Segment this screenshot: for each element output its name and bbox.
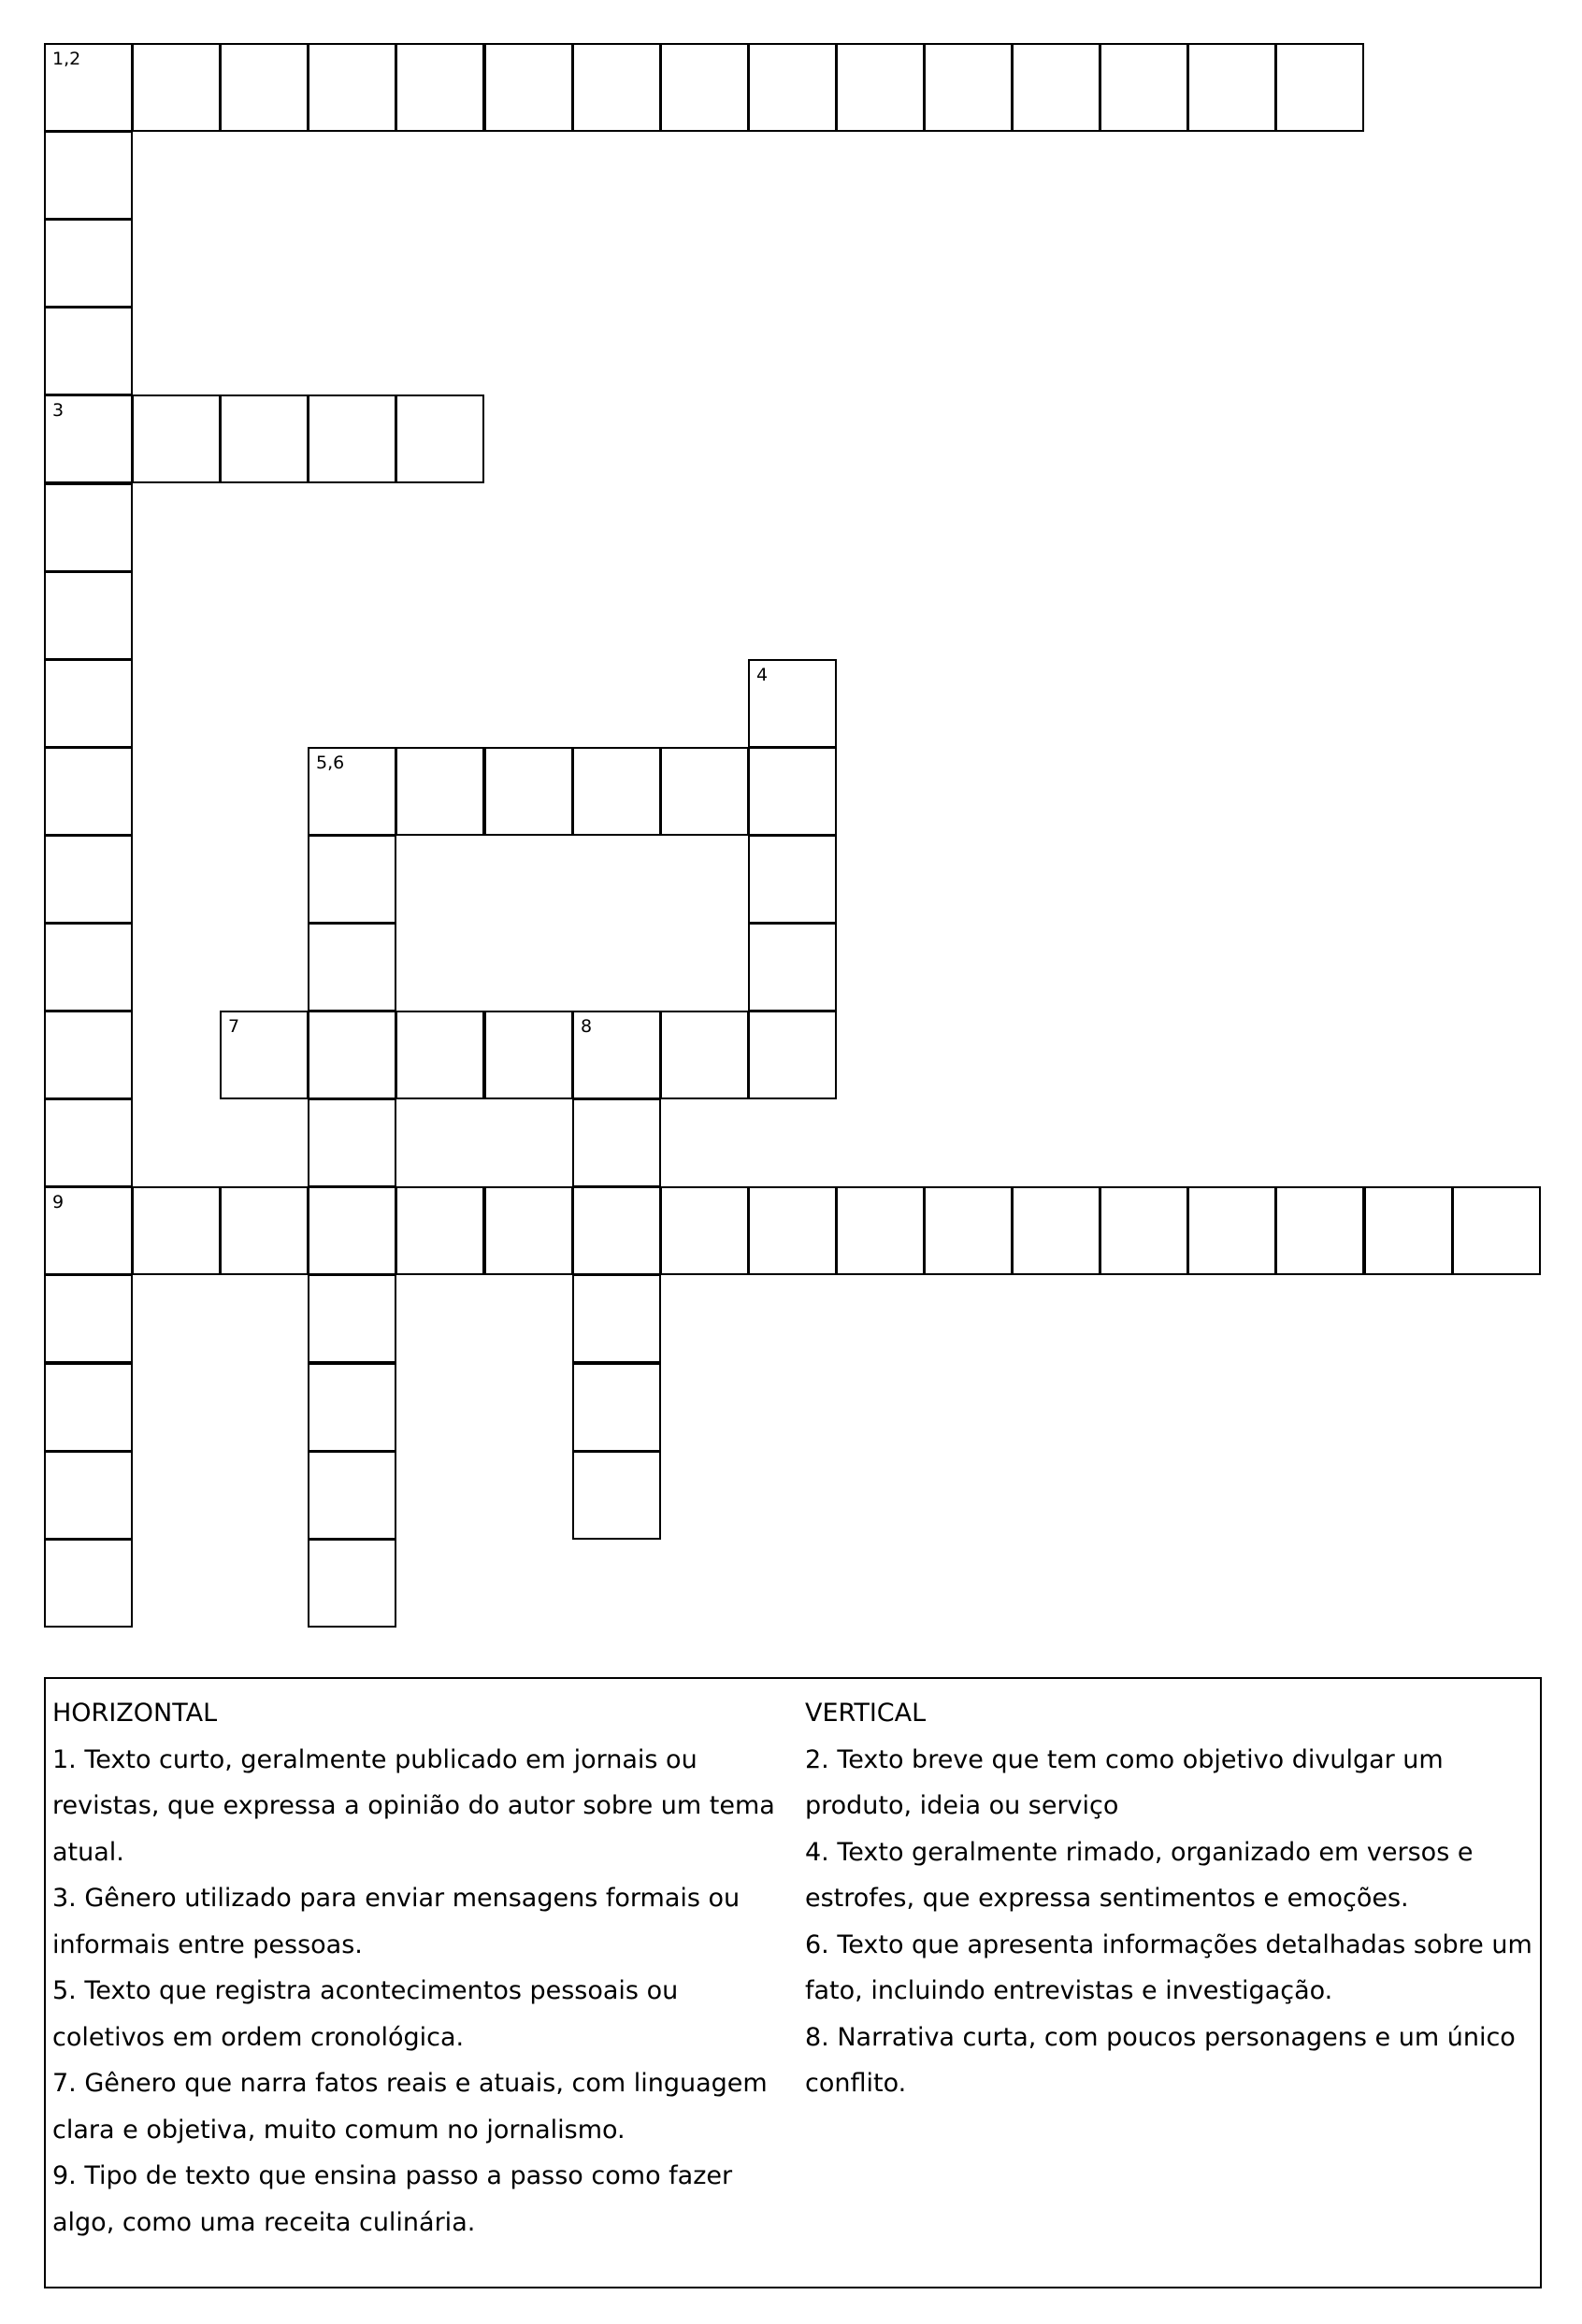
clue-number: 5,6 xyxy=(316,753,345,773)
grid-cell[interactable] xyxy=(748,1186,837,1275)
grid-cell[interactable] xyxy=(44,219,133,308)
grid-cell[interactable] xyxy=(572,747,661,836)
grid-cell[interactable] xyxy=(924,1186,1013,1275)
clue-vertical-8: 8. Narrativa curta, com poucos personagens e um único conflito. xyxy=(805,2022,1516,2098)
grid-cell[interactable] xyxy=(44,571,133,660)
grid-cell[interactable] xyxy=(572,1274,661,1363)
grid-cell[interactable] xyxy=(1100,1186,1188,1275)
grid-cell[interactable] xyxy=(44,307,133,395)
clue-number: 7 xyxy=(228,1016,240,1037)
grid-cell[interactable] xyxy=(44,659,133,748)
grid-cell[interactable] xyxy=(44,43,133,132)
grid-cell[interactable] xyxy=(308,43,396,132)
grid-cell[interactable] xyxy=(44,923,133,1011)
grid-cell[interactable] xyxy=(396,747,484,836)
grid-cell[interactable] xyxy=(748,43,837,132)
grid-cell[interactable] xyxy=(44,483,133,572)
grid-cell[interactable] xyxy=(924,43,1013,132)
grid-cell[interactable] xyxy=(44,1186,133,1275)
clue-number: 8 xyxy=(581,1016,593,1037)
grid-cell[interactable] xyxy=(484,1011,573,1099)
grid-cell[interactable] xyxy=(44,1539,133,1628)
grid-cell[interactable] xyxy=(748,747,837,836)
grid-cell[interactable] xyxy=(660,43,749,132)
grid-cell[interactable] xyxy=(1187,43,1276,132)
grid-cell[interactable] xyxy=(44,1451,133,1540)
grid-cell[interactable] xyxy=(44,395,133,483)
grid-cell[interactable] xyxy=(572,1011,661,1099)
grid-cell[interactable] xyxy=(748,659,837,748)
grid-cell[interactable] xyxy=(748,923,837,1011)
grid-cell[interactable] xyxy=(308,1186,396,1275)
grid-cell[interactable] xyxy=(396,395,484,483)
vertical-heading: VERTICAL xyxy=(805,1699,927,1728)
grid-cell[interactable] xyxy=(572,1451,661,1540)
grid-cell[interactable] xyxy=(1012,43,1100,132)
clue-number: 1,2 xyxy=(52,49,81,69)
grid-cell[interactable] xyxy=(572,1186,661,1275)
grid-cell[interactable] xyxy=(308,1274,396,1363)
clue-horizontal-5: 5. Texto que registra acontecimentos pessoais ou coletivos em ordem cronológica. xyxy=(52,1976,679,2052)
clue-number: 3 xyxy=(52,400,65,421)
grid-cell[interactable] xyxy=(308,1539,396,1628)
grid-cell[interactable] xyxy=(308,395,396,483)
grid-cell[interactable] xyxy=(1364,1186,1453,1275)
horizontal-heading: HORIZONTAL xyxy=(52,1699,218,1728)
clue-horizontal-7: 7. Gênero que narra fatos reais e atuais, com linguagem clara e objetiva, muito comum no jornalismo. xyxy=(52,2069,768,2145)
grid-cell[interactable] xyxy=(1275,1186,1364,1275)
grid-cell[interactable] xyxy=(44,1011,133,1099)
clue-vertical-4: 4. Texto geralmente rimado, organizado em versos e estrofes, que expressa sentimentos e emoções. xyxy=(805,1837,1474,1913)
grid-cell[interactable] xyxy=(132,43,221,132)
grid-cell[interactable] xyxy=(308,1011,396,1099)
grid-cell[interactable] xyxy=(396,1186,484,1275)
grid-cell[interactable] xyxy=(44,131,133,220)
grid-cell[interactable] xyxy=(660,1186,749,1275)
clue-vertical-6: 6. Texto que apresenta informações detalhadas sobre um fato, incluindo entrevistas e investigação. xyxy=(805,1929,1532,2005)
grid-cell[interactable] xyxy=(220,1011,309,1099)
grid-cell[interactable] xyxy=(220,395,309,483)
grid-cell[interactable] xyxy=(572,43,661,132)
grid-cell[interactable] xyxy=(308,1098,396,1187)
grid-cell[interactable] xyxy=(132,1186,221,1275)
clues-box xyxy=(44,1677,1542,2288)
grid-cell[interactable] xyxy=(1275,43,1364,132)
grid-cell[interactable] xyxy=(308,835,396,924)
grid-cell[interactable] xyxy=(44,1274,133,1363)
vertical-clues xyxy=(805,1690,1532,2107)
grid-cell[interactable] xyxy=(572,1098,661,1187)
grid-cell[interactable] xyxy=(484,747,573,836)
grid-cell[interactable] xyxy=(220,43,309,132)
clue-vertical-2: 2. Texto breve que tem como objetivo divulgar um produto, ideia ou serviço xyxy=(805,1744,1444,1820)
grid-cell[interactable] xyxy=(660,747,749,836)
grid-cell[interactable] xyxy=(1012,1186,1100,1275)
grid-cell[interactable] xyxy=(308,1451,396,1540)
grid-cell[interactable] xyxy=(572,1363,661,1452)
clue-horizontal-3: 3. Gênero utilizado para enviar mensagens formais ou informais entre pessoas. xyxy=(52,1884,741,1959)
grid-cell[interactable] xyxy=(132,395,221,483)
horizontal-clues xyxy=(52,1690,791,2245)
grid-cell[interactable] xyxy=(1452,1186,1541,1275)
grid-cell[interactable] xyxy=(484,43,573,132)
grid-cell[interactable] xyxy=(748,835,837,924)
grid-cell[interactable] xyxy=(44,835,133,924)
grid-cell[interactable] xyxy=(220,1186,309,1275)
grid-cell[interactable] xyxy=(396,43,484,132)
clue-number: 9 xyxy=(52,1192,65,1212)
grid-cell[interactable] xyxy=(396,1011,484,1099)
grid-cell[interactable] xyxy=(308,747,396,836)
grid-cell[interactable] xyxy=(308,1363,396,1452)
grid-cell[interactable] xyxy=(308,923,396,1011)
grid-cell[interactable] xyxy=(44,747,133,836)
grid-cell[interactable] xyxy=(748,1011,837,1099)
clue-number: 4 xyxy=(756,665,769,685)
grid-cell[interactable] xyxy=(484,1186,573,1275)
grid-cell[interactable] xyxy=(660,1011,749,1099)
grid-cell[interactable] xyxy=(836,1186,925,1275)
grid-cell[interactable] xyxy=(44,1363,133,1452)
grid-cell[interactable] xyxy=(1100,43,1188,132)
grid-cell[interactable] xyxy=(836,43,925,132)
clue-horizontal-9: 9. Tipo de texto que ensina passo a passo como fazer algo, como uma receita culinária. xyxy=(52,2161,733,2237)
clue-horizontal-1: 1. Texto curto, geralmente publicado em jornais ou revistas, que expressa a opinião do autor sobre um tema atual. xyxy=(52,1744,775,1867)
grid-cell[interactable] xyxy=(44,1098,133,1187)
grid-cell[interactable] xyxy=(1187,1186,1276,1275)
